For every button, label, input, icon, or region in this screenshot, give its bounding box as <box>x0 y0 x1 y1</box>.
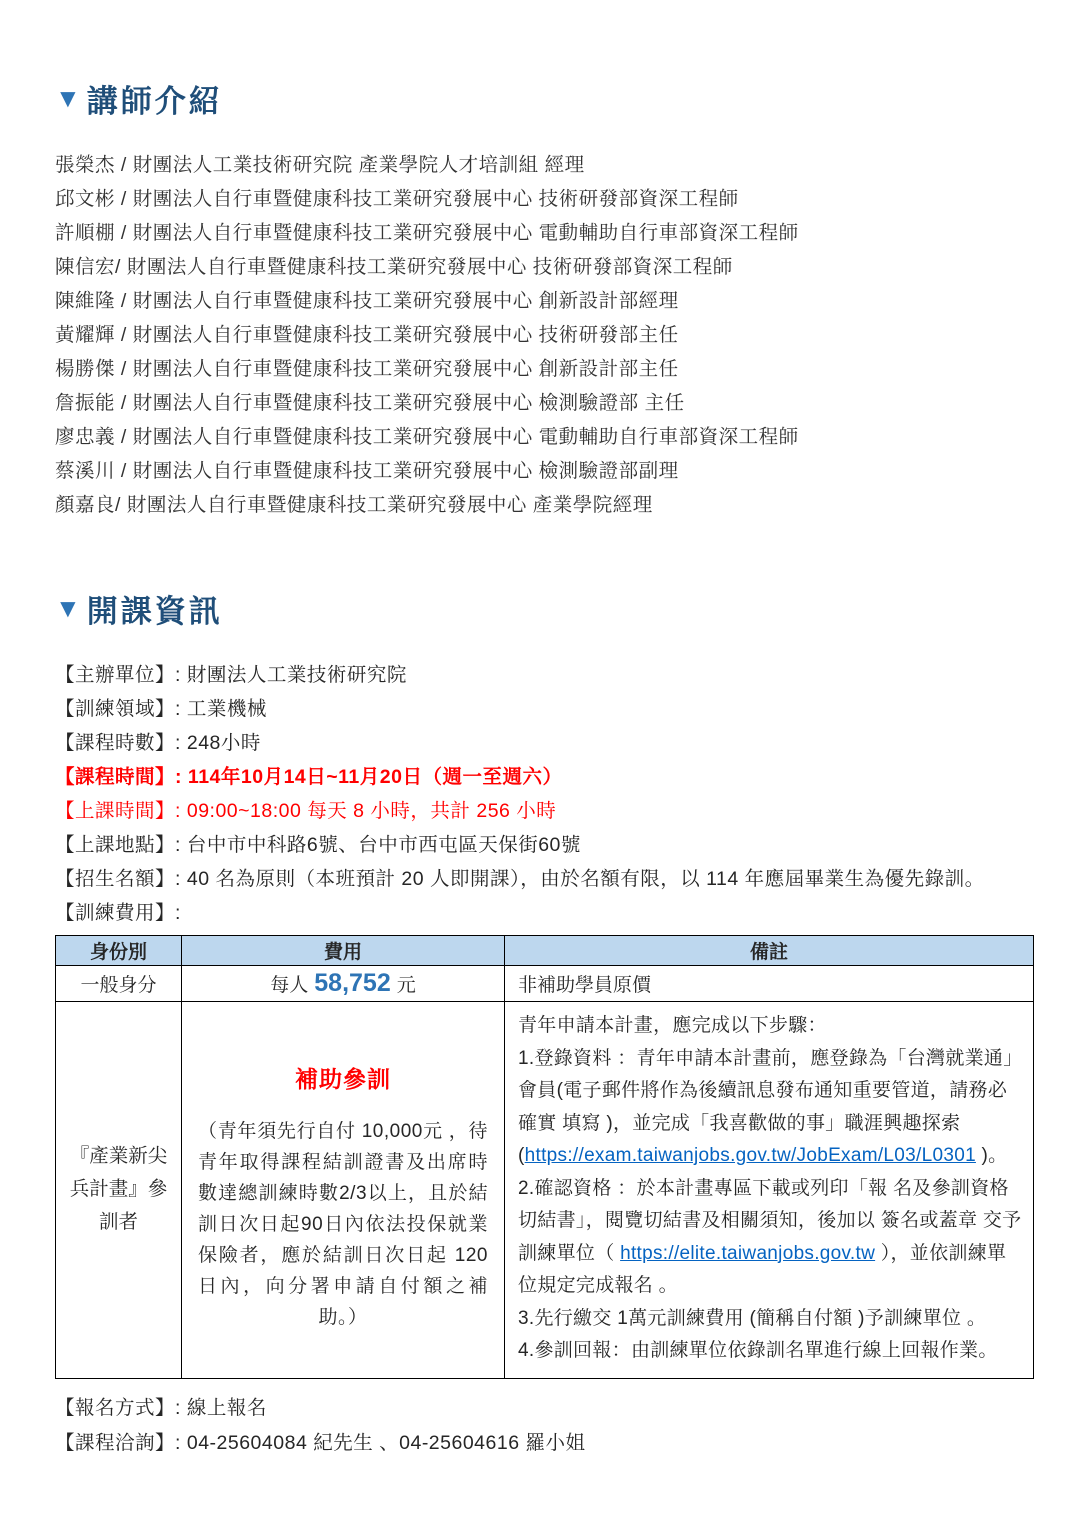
table-row-subsidy <box>56 1002 1034 1379</box>
info-value: 40 名為原則（本班預計 20 人即開課），由於名額有限，以 114 年應屆畢業生為優先錄訓。 <box>186 868 985 890</box>
info-line-hours <box>55 726 1034 760</box>
section-title-course: 開課資訊 <box>86 594 223 629</box>
step-2 <box>518 1173 1023 1303</box>
info-label: 【課程洽詢】: <box>55 1431 187 1454</box>
info-line-quota <box>55 862 1034 896</box>
info-label: 【課程時間】: <box>55 766 188 788</box>
section-title-instructors: 講師介紹 <box>86 84 223 119</box>
subsidy-fee-cell <box>182 1002 505 1379</box>
info-value: 工業機械 <box>186 698 267 720</box>
info-label: 【上課地點】: <box>55 834 187 856</box>
fee-suffix: 元 <box>396 975 416 996</box>
col-header-note: 備註 <box>505 936 1034 966</box>
instructor-line: 許順棚 / 財團法人自行車暨健康科技工業研究發展中心 電動輔助自行車部資深工程師 <box>55 222 799 244</box>
info-line-organizer <box>55 658 1034 692</box>
section-heading-course <box>55 586 1034 631</box>
info-line-fee <box>55 896 1034 930</box>
instructor-line: 黃耀輝 / 財團法人自行車暨健康科技工業研究發展中心 技術研發部主任 <box>55 324 679 346</box>
info-label: 【主辦單位】: <box>55 664 187 686</box>
info-label: 【上課時間】: <box>55 800 187 822</box>
elite-taiwanjobs-link[interactable]: https://elite.taiwanjobs.gov.tw <box>620 1242 876 1264</box>
general-fee-cell <box>182 966 505 1002</box>
subsidy-fee-detail: （青年須先行自付 10,000元 ，待青年取得課程結訓證書及出席時數達總訓練時數2/3以上，且於結訓日次日起90日內依法投保就業保險者，應於結訓日次日起 120日內，向分署申請自付額之補助。） <box>198 1120 488 1328</box>
instructor-line: 張榮杰 / 財團法人工業技術研究院 產業學院人才培訓組 經理 <box>55 154 585 176</box>
fee-prefix: 每人 <box>270 975 309 996</box>
info-value: 台中市中科路6號、台中市西屯區天保街60號 <box>186 834 581 856</box>
step-3: 3.先行繳交 1萬元訓練費用 (簡稱自付額 )予訓練單位 。 <box>518 1307 987 1329</box>
triangle-marker-icon: ▼ <box>55 593 81 623</box>
general-note-cell: 非補助學員原價 <box>505 966 1034 1002</box>
instructor-line: 陳維隆 / 財團法人自行車暨健康科技工業研究發展中心 創新設計部經理 <box>55 290 679 312</box>
fee-amount: 58,752 <box>314 969 391 997</box>
step-1: 1.登錄資料 ：青年申請本計畫前，應登錄為「台灣就業通」會員(電子郵件將作為後續訊息發布通知重要管道，請務必確實 填寫 )，並完成「我喜歡做的事」職涯興趣探索 <box>518 1047 1023 1134</box>
info-label: 【招生名額】: <box>55 868 187 890</box>
info-label: 【訓練費用】: <box>55 902 181 924</box>
instructor-line: 蔡溪川 / 財團法人自行車暨健康科技工業研究發展中心 檢測驗證部副理 <box>55 460 679 482</box>
step-2-text-after: ），並依訓練單位規定完成報名 。 <box>518 1242 1007 1296</box>
general-identity-cell: 一般身分 <box>56 966 182 1002</box>
info-value: 財團法人工業技術研究院 <box>186 664 407 686</box>
info-line-class-time <box>55 794 1034 828</box>
footer-info-list <box>55 1391 1034 1461</box>
subsidy-note-cell <box>505 1002 1034 1379</box>
instructor-line: 廖忠義 / 財團法人自行車暨健康科技工業研究發展中心 電動輔助自行車部資深工程師 <box>55 426 799 448</box>
col-header-fee: 費用 <box>182 936 505 966</box>
info-line-contact <box>55 1426 1034 1461</box>
info-label: 【訓練領域】: <box>55 698 187 720</box>
info-line-location <box>55 828 1034 862</box>
paren-open: ( <box>518 1145 525 1166</box>
step-4: 4.參訓回報：由訓練單位依錄訓名單進行線上回報作業。 <box>518 1340 998 1361</box>
info-line-field <box>55 692 1034 726</box>
info-label: 【課程時數】: <box>55 732 187 754</box>
info-value: 04-25604084 紀先生 、04-25604616 羅小姐 <box>186 1431 586 1454</box>
course-info-list <box>55 658 1034 930</box>
instructor-line: 顏嘉良/ 財團法人自行車暨健康科技工業研究發展中心 產業學院經理 <box>55 494 653 516</box>
subsidy-fee-title: 補助參訓 <box>295 1065 391 1092</box>
fee-table-header-row <box>56 936 1034 966</box>
info-value: 線上報名 <box>186 1396 267 1419</box>
triangle-marker-icon: ▼ <box>55 83 81 113</box>
info-value: 09:00~18:00 每天 8 小時，共計 256 小時 <box>186 800 557 822</box>
instructor-line: 詹振能 / 財團法人自行車暨健康科技工業研究發展中心 檢測驗證部 主任 <box>55 392 685 414</box>
step-2-text-before: 2.確認資格 ：於本計畫專區下載或列印「報 名及參訓資格切結書」，閱覽切結書及相關須知，後加以 簽名或蓋章 交予訓練單位（ <box>518 1177 1022 1264</box>
table-row-general <box>56 966 1034 1002</box>
info-label: 【報名方式】: <box>55 1396 187 1419</box>
info-line-course-dates <box>55 760 1034 794</box>
subsidy-identity-cell: 『產業新尖兵計畫』參訓者 <box>56 1002 182 1379</box>
jobexam-link[interactable]: https://exam.taiwanjobs.gov.tw/JobExam/L03/L0301 <box>524 1145 976 1166</box>
fee-table <box>55 935 1034 1379</box>
instructor-list <box>55 148 1034 522</box>
steps-intro: 青年申請本計畫，應完成以下步驟： <box>518 1015 827 1036</box>
col-header-identity: 身份別 <box>56 936 182 966</box>
instructor-line: 陳信宏/ 財團法人自行車暨健康科技工業研究發展中心 技術研發部資深工程師 <box>55 256 733 278</box>
info-value: 248小時 <box>186 732 261 754</box>
instructor-line: 楊勝傑 / 財團法人自行車暨健康科技工業研究發展中心 創新設計部主任 <box>55 358 679 380</box>
step-1-link-line <box>518 1140 1023 1173</box>
paren-close: )。 <box>975 1145 1008 1166</box>
info-value: 114年10月14日~11月20日（週一至週六） <box>187 766 563 788</box>
section-heading-instructors <box>55 76 1034 121</box>
info-line-registration <box>55 1391 1034 1426</box>
instructor-line: 邱文彬 / 財團法人自行車暨健康科技工業研究發展中心 技術研發部資深工程師 <box>55 188 739 210</box>
